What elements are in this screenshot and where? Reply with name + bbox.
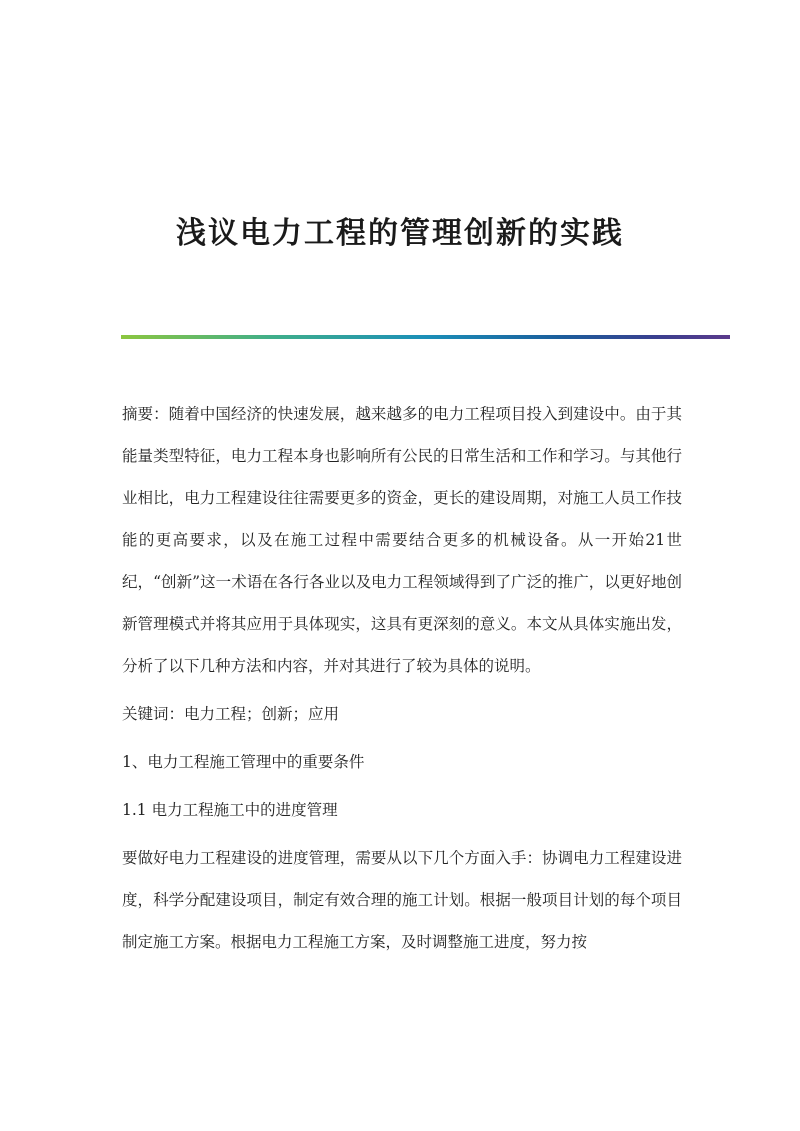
abstract-paragraph: 摘要：随着中国经济的快速发展，越来越多的电力工程项目投入到建设中。由于其能量类型特征，电力工程本身也影响所有公民的日常生活和工作和学习。与其他行业相比，电力工程建设往往需要更多的资金，更长的建设周期，对施工人员工作技能的更高要求，以及在施工过程中需要结合更多的机械设备。从一开始21世纪，“创新”这一术语在各行各业以及电力工程领域得到了广泛的推广，以更好地创新管理模式并将其应用于具体现实，这具有更深刻的意义。本文从具体实施出发，分析了以下几种方法和内容，并对其进行了较为具体的说明。	[122, 405, 682, 675]
section-heading: 1、电力工程施工管理中的重要条件	[122, 753, 365, 771]
subsection-heading: 1.1 电力工程施工中的进度管理	[122, 801, 338, 819]
keywords-line: 关键词：电力工程；创新；应用	[122, 705, 340, 723]
document-title: 浅议电力工程的管理创新的实践	[176, 216, 624, 252]
document-body	[122, 393, 682, 963]
title-divider	[121, 335, 730, 339]
subsection-paragraph: 要做好电力工程建设的进度管理，需要从以下几个方面入手：协调电力工程建设进度，科学分配建设项目，制定有效合理的施工计划。根据一般项目计划的每个项目制定施工方案。根据电力工程施工方案，及时调整施工进度，努力按	[122, 849, 682, 951]
